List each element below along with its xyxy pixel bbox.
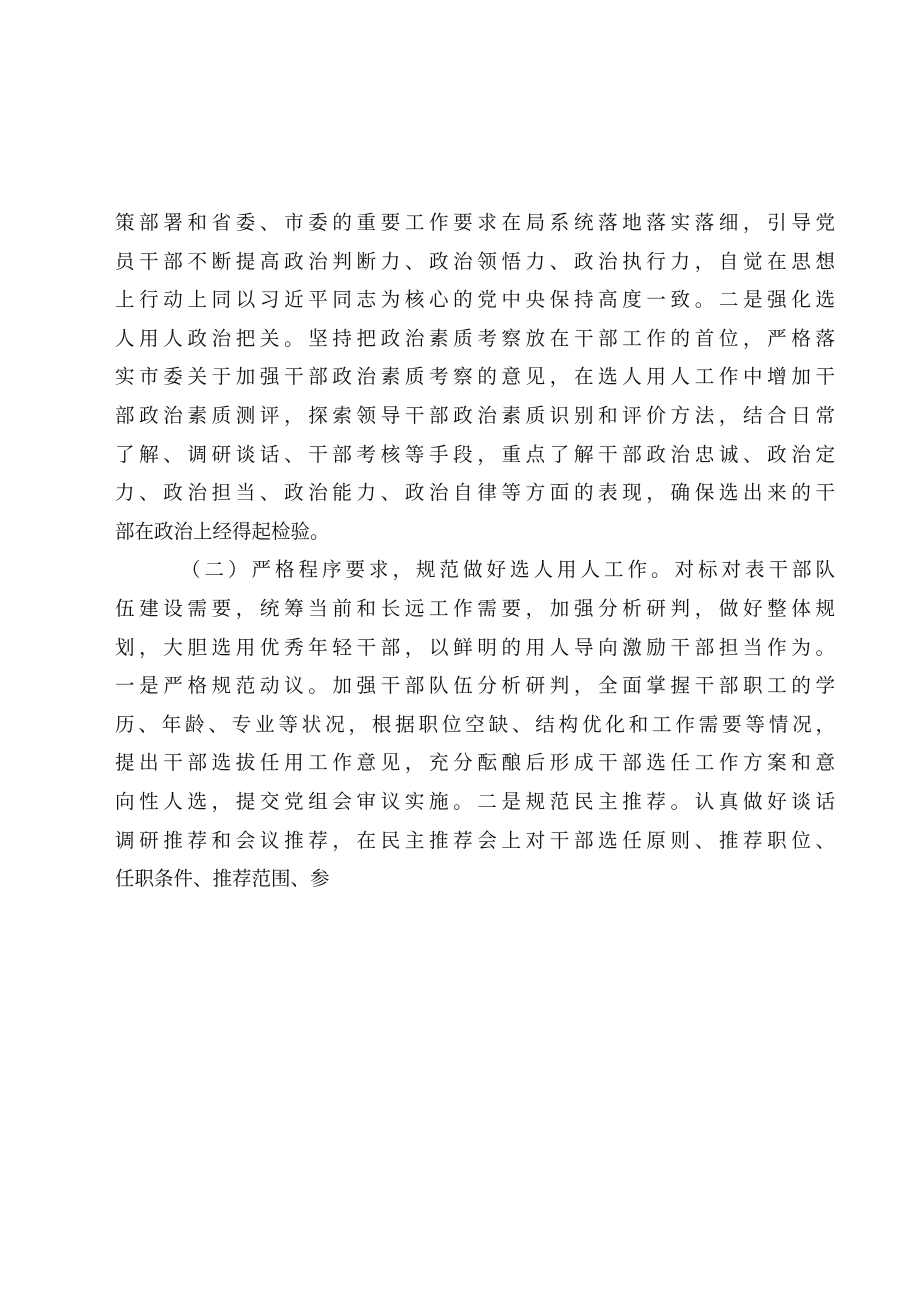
text-line: 部在政治上经得起检验。 [115,519,330,543]
paragraph-heading-line: （二）严格程序要求，规范做好选人用人工作。对标对表干部队 [181,558,835,582]
text-line: 伍建设需要，统筹当前和长远工作需要，加强分析研判，做好整体规 [115,596,835,620]
text-line: 上行动上同以习近平同志为核心的党中央保持高度一致。二是强化选 [115,288,835,312]
document-body [115,204,835,899]
text-line: 人用人政治把关。坚持把政治素质考察放在干部工作的首位，严格落 [115,326,835,350]
text-line: 向性人选，提交党组会审议实施。二是规范民主推荐。认真做好谈话 [115,789,835,813]
text-line: 一是严格规范动议。加强干部队伍分析研判，全面掌握干部职工的学 [115,674,835,698]
text-line: 力、政治担当、政治能力、政治自律等方面的表现，确保选出来的干 [115,481,835,505]
text-line: 员干部不断提高政治判断力、政治领悟力、政治执行力，自觉在思想 [115,249,835,273]
text-line: 了解、调研谈话、干部考核等手段，重点了解干部政治忠诚、政治定 [115,442,835,466]
text-line: 部政治素质测评，探索领导干部政治素质识别和评价方法，结合日常 [115,403,835,427]
text-line: 任职条件、推荐范围、参 [115,867,330,891]
text-line: 调研推荐和会议推荐，在民主推荐会上对干部选任原则、推荐职位、 [115,828,835,852]
text-line: 策部署和省委、市委的重要工作要求在局系统落地落实落细，引导党 [115,211,835,234]
text-line: 划，大胆选用优秀年轻干部，以鲜明的用人导向激励干部担当作为。 [115,635,835,659]
text-line: 历、年龄、专业等状况，根据职位空缺、结构优化和工作需要等情况， [115,712,835,736]
text-line: 实市委关于加强干部政治素质考察的意见，在选人用人工作中增加干 [115,365,835,389]
text-line: 提出干部选拔任用工作意见，充分酝酿后形成干部选任工作方案和意 [115,751,835,775]
